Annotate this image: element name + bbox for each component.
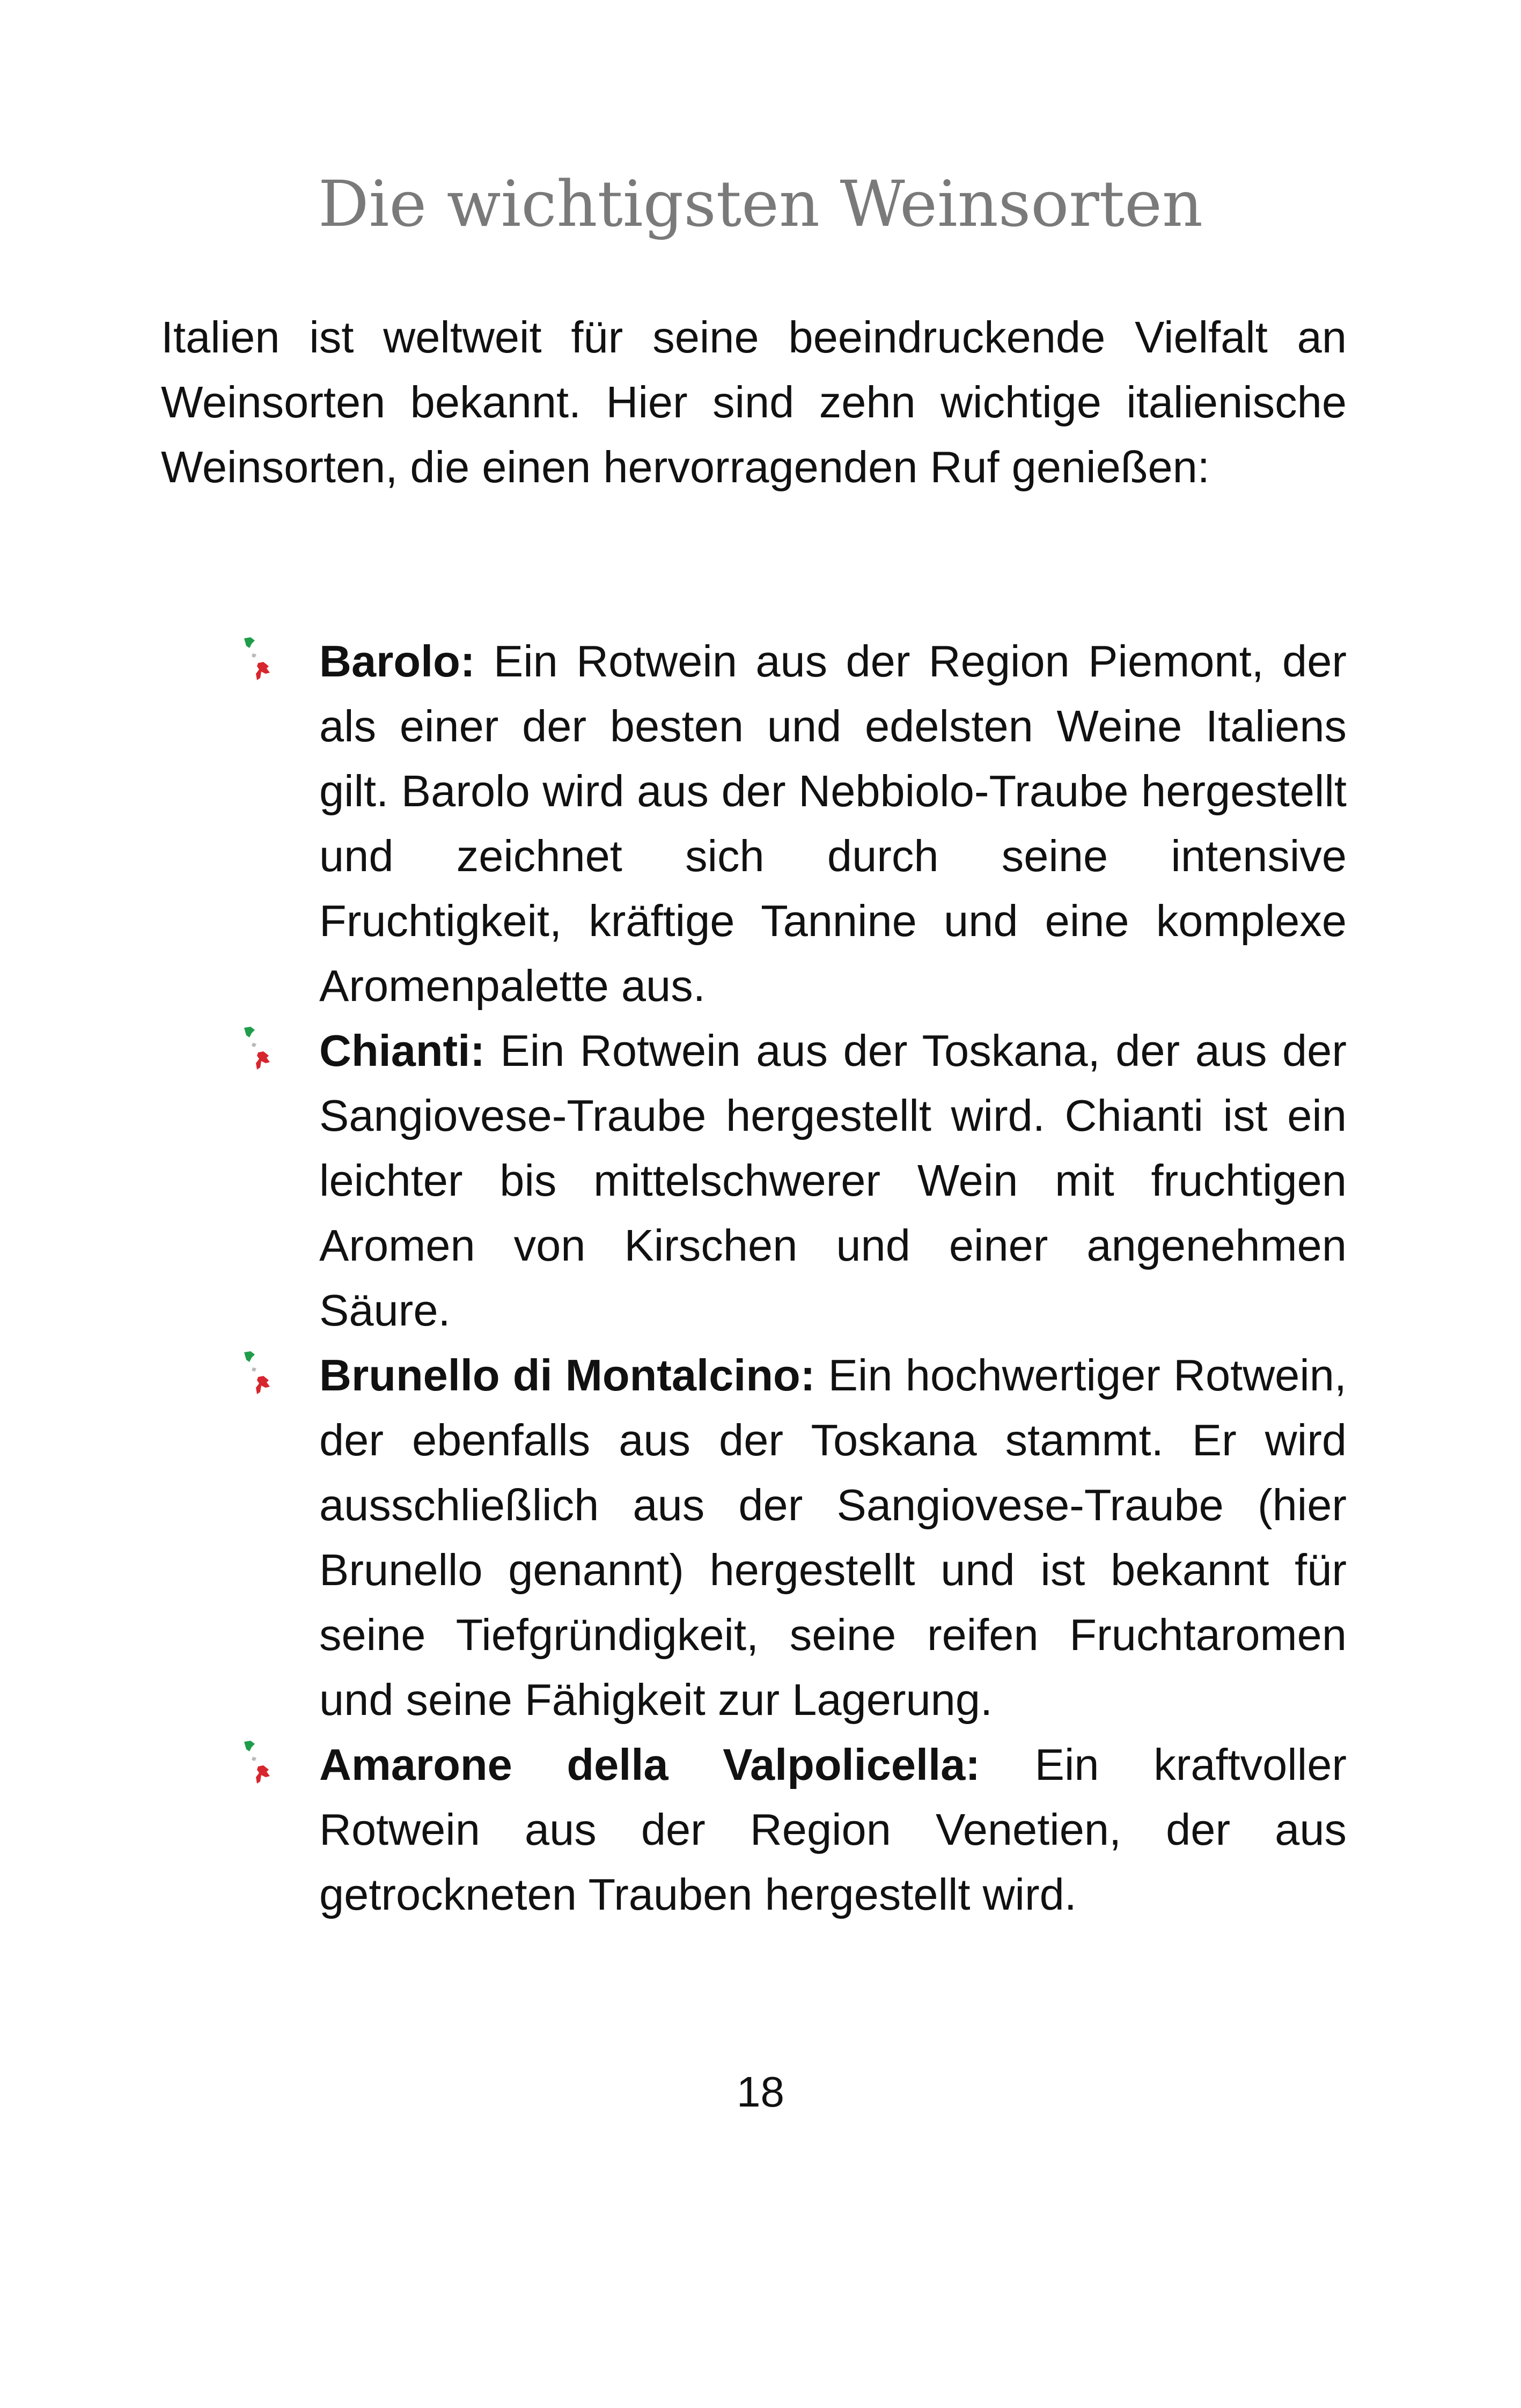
italy-map-icon (239, 635, 276, 683)
wine-description: Ein Rotwein aus der Toskana, der aus der Sangiovese-Traube hergestellt wird. Chianti ist ein leichter bis mittelschwerer Wein mit fruchtigen Aromen von Kirschen und einer angenehmen Säure. (319, 1026, 1347, 1335)
italy-map-icon (239, 1739, 276, 1787)
wine-name: Barolo: (319, 636, 475, 686)
list-item-chianti (161, 1018, 1347, 1343)
wine-name: Brunello di Montalcino: (319, 1350, 815, 1400)
italy-map-icon (239, 1025, 276, 1073)
list-item-brunello (161, 1343, 1347, 1732)
wine-list (161, 629, 1347, 1927)
list-item-amarone (161, 1732, 1347, 1927)
wine-name: Amarone della Valpolicella: (319, 1740, 980, 1790)
page-number: 18 (737, 2068, 784, 2116)
italy-map-icon (239, 1349, 276, 1397)
wine-name: Chianti: (319, 1026, 485, 1076)
page-title: Die wichtigsten Weinsorten (318, 167, 1203, 241)
wine-description: Ein hochwertiger Rotwein, der ebenfalls aus der Toskana stammt. Er wird ausschließlich aus der Sangiovese-Traube (hier Brunello genannt) hergestellt und ist bekannt für seine Tiefgründigkeit, seine reifen Fruchtaromen und seine Fähigkeit zur Lagerung. (319, 1350, 1347, 1725)
wine-description: Ein Rotwein aus der Region Piemont, der als einer der besten und edelsten Weine Italiens gilt. Barolo wird aus der Nebbiolo-Traube hergestellt und zeichnet sich durch seine intensive Fruchtigkeit, kräftige Tannine und eine komplexe Aromenpalette aus. (319, 636, 1347, 1011)
wine-description: Ein kraftvoller Rotwein aus der Region Venetien, der aus getrockneten Trauben hergestellt wird. (319, 1740, 1347, 1919)
list-item-barolo (161, 629, 1347, 1018)
intro-paragraph: Italien ist weltweit für seine beeindruckende Vielfalt an Weinsorten bekannt. Hier sind zehn wichtige italienische Weinsorten, die einen hervorragenden Ruf genießen: (161, 312, 1347, 492)
